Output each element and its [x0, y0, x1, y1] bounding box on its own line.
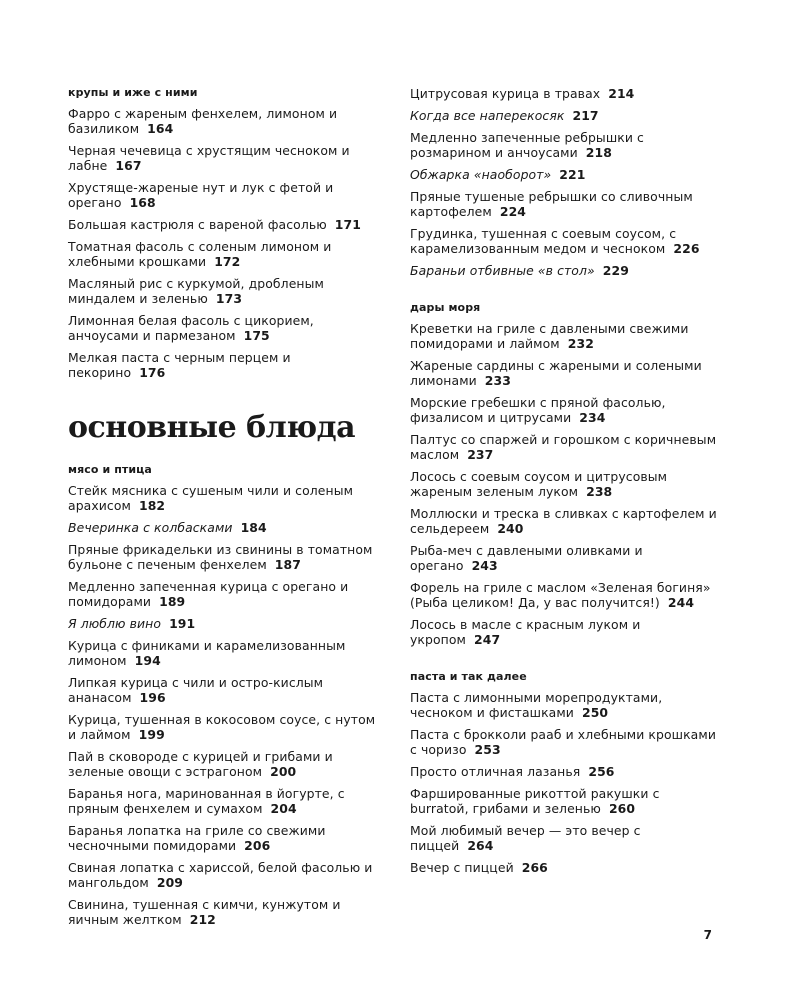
toc-entry-title: Вечер с пиццей — [410, 860, 514, 875]
toc-entry-page: 175 — [243, 328, 270, 343]
toc-entry-title: Пай в сковороде с курицей и грибами и зеленые овощи с эстрагоном — [68, 749, 333, 779]
toc-entry — [410, 823, 722, 853]
toc-entry-page: 172 — [214, 254, 241, 269]
toc-entry-title: Черная чечевица с хрустящим чесноком и лабне — [68, 143, 350, 173]
toc-entry-title: Бараньи отбивные «в стол» — [410, 263, 595, 278]
toc-entry-title: Пряные фрикадельки из свинины в томатном бульоне с печеным фенхелем — [68, 542, 373, 572]
toc-entry — [68, 579, 378, 609]
toc-entry-title: Мой любимый вечер — это вечер с пиццей — [410, 823, 641, 853]
toc-entry-title: Рыба-меч с давлеными оливками и орегано — [410, 543, 643, 573]
toc-entry-page: 196 — [139, 690, 166, 705]
toc-entry — [68, 897, 378, 927]
toc-entry-page: 233 — [484, 373, 511, 388]
toc-entry-page: 212 — [189, 912, 216, 927]
toc-entry-page: 206 — [244, 838, 271, 853]
toc-entry — [410, 786, 722, 816]
toc-entry-page: 253 — [474, 742, 501, 757]
toc-entry — [410, 432, 722, 462]
toc-entry-page: 199 — [138, 727, 165, 742]
page-number: 7 — [703, 928, 712, 942]
toc-entry-title: Палтус со спаржей и горошком с коричневым маслом — [410, 432, 717, 462]
toc-entry-page: 214 — [608, 86, 635, 101]
toc-entry-page: 218 — [585, 145, 612, 160]
toc-entry — [410, 86, 722, 101]
toc-entry-page: 191 — [169, 616, 196, 631]
meat-list-continued — [410, 86, 722, 278]
toc-entry-title: Жареные сардины с жареными и солеными лимонами — [410, 358, 702, 388]
toc-entry-title: Лимонная белая фасоль с цикорием, анчоусами и пармезаном — [68, 313, 314, 343]
toc-entry-page: 250 — [581, 705, 609, 720]
toc-entry — [410, 764, 722, 779]
toc-entry-title: Фарро с жареным фенхелем, лимоном и базиликом — [68, 106, 338, 136]
toc-entry — [68, 313, 378, 343]
toc-entry-title: Цитрусовая курица в травах — [410, 86, 601, 101]
toc-entry-title: Лосось в масле с красным луком и укропом — [410, 617, 641, 647]
toc-entry-page: 189 — [159, 594, 186, 609]
toc-entry — [68, 239, 378, 269]
toc-entry-title: Обжарка «наоборот» — [410, 167, 552, 182]
toc-entry-page: 187 — [274, 557, 301, 572]
toc-entry — [410, 580, 722, 610]
toc-entry-page: 217 — [572, 108, 599, 123]
toc-entry-title: Пряные тушеные ребрышки со сливочным картофелем — [410, 189, 693, 219]
toc-entry — [68, 350, 378, 380]
toc-entry-page: 167 — [115, 158, 142, 173]
toc-entry-page: 260 — [608, 801, 636, 816]
toc-entry-title: Курица, тушенная в кокосовом соусе, с нутом и лаймом — [68, 712, 376, 742]
toc-entry-title: Креветки на гриле с давлеными свежими помидорами и лаймом — [410, 321, 689, 351]
grains-list — [68, 106, 378, 380]
toc-entry-page: 266 — [521, 860, 548, 875]
toc-entry — [68, 860, 378, 890]
toc-entry-title: Хрустяще-жареные нут и лук с фетой и орегано — [68, 180, 334, 210]
chapter-heading: основные блюда — [68, 410, 356, 445]
toc-entry-title: Вечеринка с колбасками — [68, 520, 233, 535]
toc-entry-page: 247 — [474, 632, 501, 647]
toc-entry-page: 232 — [567, 336, 594, 351]
toc-entry — [68, 180, 378, 210]
toc-entry-title: Медленно запеченные ребрышки с розмарином и анчоусами — [410, 130, 644, 160]
toc-entry-page: 194 — [134, 653, 161, 668]
toc-entry — [68, 483, 378, 513]
toc-entry — [410, 226, 722, 256]
toc-entry — [68, 712, 378, 742]
toc-entry-title: Мелкая паста с черным перцем и пекорино — [68, 350, 291, 380]
toc-entry-title: Просто отличная лазанья — [410, 764, 581, 779]
pasta-list — [410, 690, 722, 875]
toc-entry — [410, 321, 722, 351]
toc-entry-page: 182 — [138, 498, 166, 513]
right-column — [410, 86, 722, 882]
toc-entry — [410, 543, 722, 573]
toc-entry — [68, 217, 378, 232]
toc-entry — [68, 542, 378, 572]
toc-entry-title: Свинина, тушенная с кимчи, кунжутом и яичным желтком — [68, 897, 341, 927]
toc-entry-page: 244 — [667, 595, 695, 610]
toc-entry — [410, 617, 722, 647]
toc-entry — [410, 727, 722, 757]
toc-entry-page: 240 — [497, 521, 524, 536]
toc-entry-page: 264 — [467, 838, 494, 853]
toc-entry-title: Паста с брокколи рааб и хлебными крошками с чоризо — [410, 727, 716, 757]
toc-entry-title: Моллюски и треска в сливках с картофелем и сельдереем — [410, 506, 717, 536]
toc-entry-page: 173 — [215, 291, 243, 306]
toc-entry — [410, 263, 722, 278]
toc-entry — [68, 520, 378, 535]
toc-entry — [68, 675, 378, 705]
toc-entry — [410, 130, 722, 160]
toc-entry-title: Баранья нога, маринованная в йогурте, с пряным фенхелем и сумахом — [68, 786, 345, 816]
toc-entry-title: Я люблю вино — [68, 616, 162, 631]
toc-entry-page: 256 — [588, 764, 615, 779]
toc-entry-page: 184 — [240, 520, 267, 535]
toc-entry-title: Грудинка, тушенная с соевым соусом, с карамелизованным медом и чесноком — [410, 226, 677, 256]
toc-entry-title: Томатная фасоль с соленым лимоном и хлебными крошками — [68, 239, 332, 269]
toc-entry-page: 204 — [270, 801, 297, 816]
toc-entry — [68, 106, 378, 136]
toc-entry-page: 234 — [579, 410, 606, 425]
toc-entry-title: Лосось с соевым соусом и цитрусовым жареным зеленым луком — [410, 469, 668, 499]
toc-entry-title: Липкая курица с чили и остро-кислым ананасом — [68, 675, 324, 705]
toc-entry-title: Фаршированные рикоттой ракушки с burratой, грибами и зеленью — [410, 786, 660, 816]
toc-entry-title: Паста с лимонными морепродуктами, чесноком и фисташками — [410, 690, 663, 720]
toc-entry-page: 238 — [586, 484, 613, 499]
seafood-list — [410, 321, 722, 647]
meat-list — [68, 483, 378, 927]
section-heading-pasta: паста и так далее — [410, 670, 527, 683]
toc-entry-title: Масляный рис с куркумой, дробленым миндалем и зеленью — [68, 276, 324, 306]
toc-entry — [68, 638, 378, 668]
toc-entry — [68, 143, 378, 173]
toc-entry-title: Стейк мясника с сушеным чили и соленым арахисом — [68, 483, 354, 513]
toc-entry-title: Баранья лопатка на гриле со свежими чесночными помидорами — [68, 823, 326, 853]
toc-entry — [68, 616, 378, 631]
toc-entry-page: 171 — [334, 217, 361, 232]
toc-entry-page: 221 — [559, 167, 586, 182]
toc-entry-title: Медленно запеченная курица с орегано и помидорами — [68, 579, 349, 609]
toc-entry — [410, 189, 722, 219]
toc-entry-title: Свиная лопатка с хариссой, белой фасолью и мангольдом — [68, 860, 373, 890]
toc-entry-page: 176 — [139, 365, 166, 380]
left-column — [68, 86, 378, 934]
toc-entry-page: 237 — [467, 447, 494, 462]
toc-entry-title: Курица с финиками и карамелизованным лимоном — [68, 638, 346, 668]
toc-entry — [68, 823, 378, 853]
toc-entry-title: Форель на гриле с маслом «Зеленая богиня» (Рыба целиком! Да, у вас получится!) — [410, 580, 711, 610]
section-heading-grains: крупы и иже с ними — [68, 86, 198, 99]
toc-entry-page: 226 — [673, 241, 700, 256]
toc-entry — [410, 395, 722, 425]
toc-entry-title: Морские гребешки с пряной фасолью, физалисом и цитрусами — [410, 395, 666, 425]
toc-entry — [410, 358, 722, 388]
toc-entry — [68, 749, 378, 779]
toc-entry-title: Когда все наперекосяк — [410, 108, 565, 123]
toc-entry-page: 164 — [147, 121, 174, 136]
section-heading-meat: мясо и птица — [68, 463, 152, 476]
toc-entry — [410, 108, 722, 123]
section-heading-seafood: дары моря — [410, 301, 481, 314]
toc-entry — [68, 276, 378, 306]
toc-entry-page: 229 — [602, 263, 629, 278]
toc-entry-page: 224 — [499, 204, 527, 219]
toc-entry-page: 168 — [129, 195, 156, 210]
toc-entry-page: 200 — [270, 764, 297, 779]
toc-entry — [410, 167, 722, 182]
toc-entry-page: 209 — [156, 875, 184, 890]
toc-entry — [68, 786, 378, 816]
toc-entry — [410, 860, 722, 875]
toc-entry-page: 243 — [471, 558, 498, 573]
toc-entry — [410, 690, 722, 720]
toc-entry-title: Большая кастрюля с вареной фасолью — [68, 217, 327, 232]
toc-entry — [410, 506, 722, 536]
toc-entry — [410, 469, 722, 499]
